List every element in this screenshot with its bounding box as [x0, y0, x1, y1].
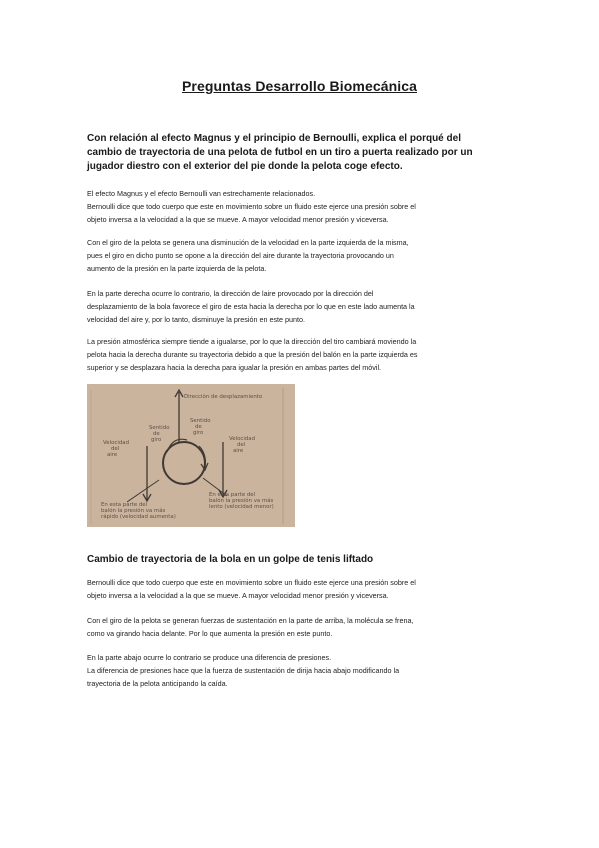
bottom-label-left: En esta parte del balón la presión va más rápido (velocidad aumenta) — [101, 502, 176, 520]
question-1-line: cambio de trayectoria de una pelota de futbol en un tiro a puerta realizado por un — [87, 147, 473, 158]
paragraph-line: pues el giro en dicho punto se opone a la dirección del aire durante la trayectoria provocando un — [87, 251, 394, 261]
paragraph-line: En la parte derecha ocurre lo contrario, la dirección de laire provocado por la dirección del — [87, 289, 374, 298]
question-1-heading — [87, 132, 517, 174]
paragraph-line: desplazamiento de la bola favorece el giro de esta hacia la derecha por lo que en este lado aumenta la — [87, 302, 415, 312]
sketch-drawing — [87, 384, 295, 527]
paragraph-7 — [87, 651, 517, 691]
paragraph-line: El efecto Magnus y el efecto Bernoulli van estrechamente relacionados. — [87, 189, 316, 198]
paragraph-line: La presión atmosférica siempre tiende a igualarse, por lo que la dirección del tiro cambiará moviendo la — [87, 337, 417, 346]
paragraph-line: trayectoria de la pelota anticipando la caída. — [87, 679, 228, 689]
paragraph-line: pelota hacia la derecha durante su trayectoria debido a que la presión del balón en la parte izquierda es — [87, 350, 418, 360]
page-title: Preguntas Desarrollo Biomecánica — [181, 78, 418, 94]
paragraph-2 — [87, 236, 517, 276]
paragraph-line: Bernoulli dice que todo cuerpo que este en movimiento sobre un fluido este ejerce una presión sobre el — [87, 578, 416, 587]
paragraph-line: como va girando hacia delante. Por lo que aumenta la presión en este punto. — [87, 629, 333, 639]
spin-label-left: Sentido de giro — [149, 425, 170, 443]
paragraph-line: La diferencia de presiones hace que la fuerza de sustentación de dirija hacia abajo modificando la — [87, 666, 400, 676]
paragraph-line: Con el giro de la pelota se genera una disminución de la velocidad en la parte izquierda de la misma, — [87, 238, 409, 247]
question-1-line: Con relación al efecto Magnus y el principio de Bernoulli, explica el porqué del — [87, 133, 461, 144]
paragraph-5 — [87, 576, 517, 602]
paragraph-line: aumento de la presión en la parte izquierda de la pelota. — [87, 264, 267, 274]
paragraph-line: Bernoulli dice que todo cuerpo que este en movimiento sobre un fluido este ejerce una presión sobre el — [87, 202, 416, 212]
paragraph-line: En la parte abajo ocurre lo contrario se produce una diferencia de presiones. — [87, 653, 332, 662]
paragraph-3 — [87, 287, 517, 327]
air-speed-label-left: Velocidad del aire — [103, 440, 129, 458]
paragraph-line: superior y se desplazara hacia la derecha para igualar la presión en ambas partes del móvil. — [87, 363, 382, 373]
question-2-heading: Cambio de trayectoria de la bola en un golpe de tenis liftado — [87, 554, 374, 565]
magnus-effect-sketch-photo — [87, 384, 295, 527]
paragraph-6 — [87, 614, 517, 640]
paragraph-line: velocidad del aire y, por lo tanto, disminuye la presión en este punto. — [87, 315, 306, 325]
paragraph-line: objeto inversa a la velocidad a la que se mueve. A mayor velocidad menor presión y viceversa. — [87, 215, 389, 225]
air-speed-label-right: Velocidad del aire — [229, 436, 255, 454]
bottom-label-right: En esta parte del balón la presión va más lento (velocidad menor) — [209, 492, 274, 510]
paragraph-line: objeto inversa a la velocidad a la que se mueve. A mayor velocidad menor presión y viceversa. — [87, 591, 389, 601]
paragraph-line: Con el giro de la pelota se generan fuerzas de sustentación en la parte de arriba, la molécula se frena, — [87, 616, 414, 625]
spin-label-right: Sentido de giro — [190, 418, 211, 436]
question-1-line: jugador diestro con el exterior del pie donde la pelota coge efecto. — [87, 161, 403, 172]
paragraph-1 — [87, 187, 517, 227]
paragraph-4 — [87, 335, 517, 375]
direction-label: Dirección de desplazamiento — [184, 394, 263, 400]
